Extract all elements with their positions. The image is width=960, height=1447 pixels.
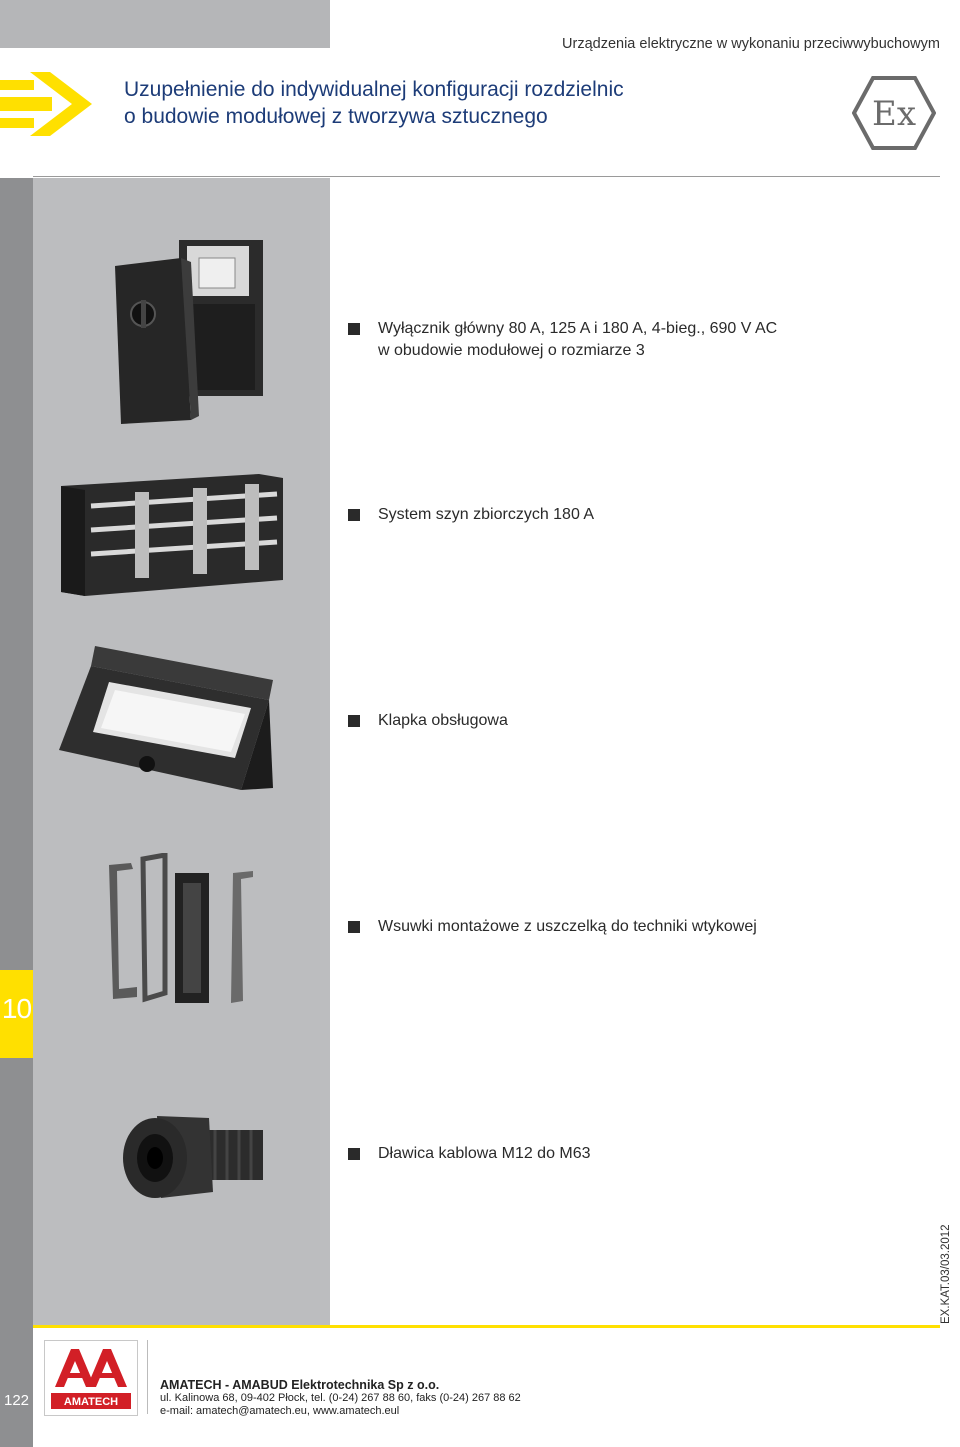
company-address: ul. Kalinowa 68, 09-402 Płock, tel. (0-24) 267 88 60, faks (0-24) 267 88 62 — [160, 1392, 521, 1404]
busbar-system-image — [55, 468, 287, 603]
page-number: 122 — [3, 1392, 30, 1409]
product-image-column — [33, 178, 330, 1326]
list-item — [348, 1143, 591, 1165]
list-item — [348, 710, 508, 732]
company-name: AMATECH - AMABUD Elektrotechnika Sp z o.o. — [160, 1378, 440, 1392]
item-text-line: Klapka obsługowa — [378, 712, 508, 729]
service-flap-image — [55, 640, 285, 805]
footer-yellow-rule — [33, 1325, 940, 1328]
yellow-arrow-icon — [0, 72, 92, 136]
left-side-strip — [0, 178, 33, 1447]
amatech-logo-icon — [45, 1341, 137, 1415]
page-title — [124, 76, 624, 130]
mounting-inserts-image — [103, 853, 263, 1028]
square-bullet-icon — [348, 509, 360, 521]
document-code: EX.KAT.03/03.2012 — [940, 1224, 952, 1324]
list-item — [348, 318, 777, 362]
item-text-line: Wsuwki montażowe z uszczelką do techniki wtykowej — [378, 918, 757, 935]
main-switch-enclosure-image — [111, 236, 271, 426]
logo-text: AMATECH — [63, 1396, 119, 1408]
item-text-line: System szyn zbiorczych 180 A — [378, 506, 595, 523]
category-label: Urządzenia elektryczne w wykonaniu przeciwwybuchowym — [562, 36, 940, 52]
cable-gland-image — [117, 1108, 277, 1208]
item-text-line: Wyłącznik główny 80 A, 125 A i 180 A, 4-bieg., 690 V AC — [378, 320, 778, 337]
header-gray-bar — [0, 0, 330, 48]
title-line-1: Uzupełnienie do indywidualnej konfiguracji rozdzielnic — [124, 78, 624, 101]
item-text-line: Dławica kablowa M12 do M63 — [378, 1145, 591, 1162]
title-line-2: o budowie modułowej z tworzywa sztucznego — [124, 105, 548, 128]
header-divider — [33, 176, 940, 177]
list-item — [348, 916, 757, 938]
ex-logo-text: Ex — [872, 94, 916, 134]
company-contact: e-mail: amatech@amatech.eu, www.amatech.eul — [160, 1405, 400, 1417]
item-text-line: w obudowie modułowej o rozmiarze 3 — [378, 342, 645, 359]
square-bullet-icon — [348, 1148, 360, 1160]
square-bullet-icon — [348, 715, 360, 727]
amatech-logo — [44, 1340, 138, 1416]
logo-divider — [147, 1340, 148, 1414]
chapter-tab-number: 10 — [1, 993, 32, 1024]
square-bullet-icon — [348, 323, 360, 335]
ex-hexagon-logo-icon — [852, 76, 936, 150]
square-bullet-icon — [348, 921, 360, 933]
list-item — [348, 504, 594, 526]
